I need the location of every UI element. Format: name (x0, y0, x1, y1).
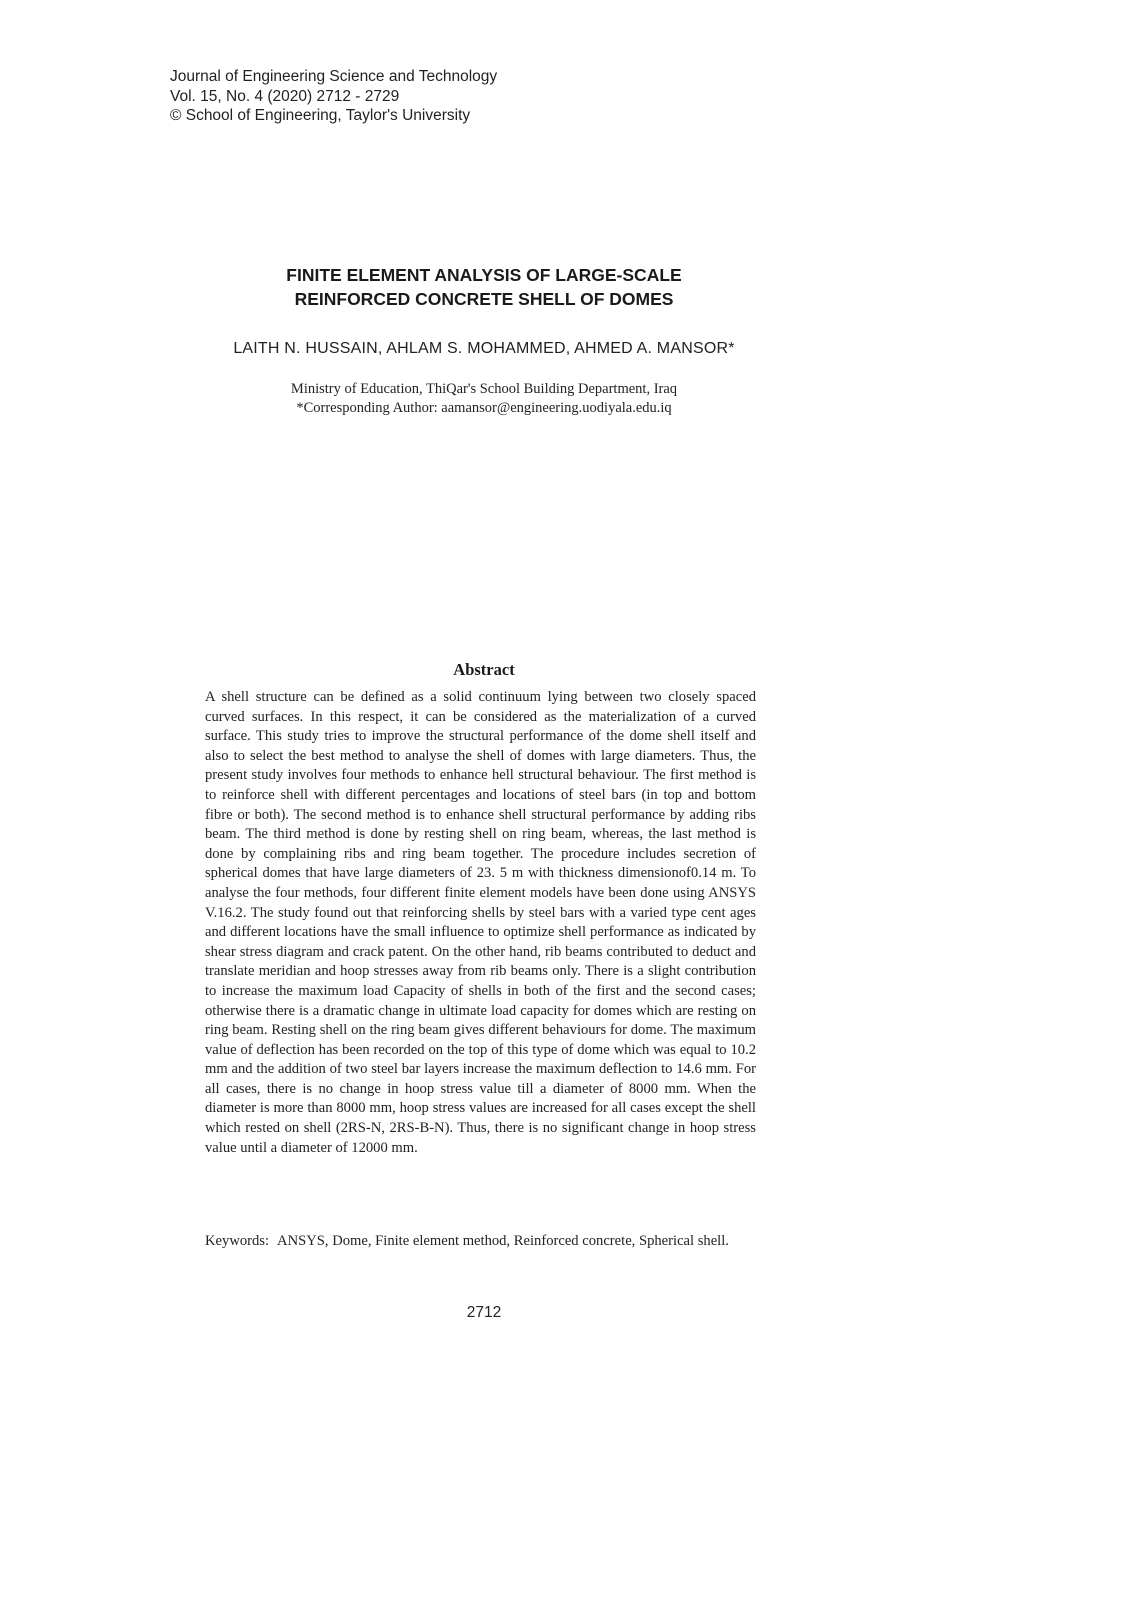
journal-copyright: © School of Engineering, Taylor's University (170, 107, 471, 124)
journal-name: Journal of Engineering Science and Technology (170, 68, 498, 85)
keywords-text: ANSYS, Dome, Finite element method, Reinforced concrete, Spherical shell. (277, 1233, 729, 1249)
page-number: 2712 (466, 1304, 502, 1321)
journal-header (170, 67, 497, 126)
keywords (205, 1232, 756, 1252)
paper-title-line-2: REINFORCED CONCRETE SHELL OF DOMES (294, 289, 674, 309)
paper-authors: LAITH N. HUSSAIN, AHLAM S. MOHAMMED, AHMED A. MANSOR* (233, 340, 735, 357)
keywords-label: Keywords: (205, 1233, 270, 1249)
journal-volume: Vol. 15, No. 4 (2020) 2712 - 2729 (170, 87, 400, 105)
paper-title-line-1: FINITE ELEMENT ANALYSIS OF LARGE-SCALE (286, 265, 682, 285)
paper-title (0, 263, 968, 311)
abstract-text: A shell structure can be defined as a solid continuum lying between two closely spaced curved surfaces. In this respect, it can be considered as the materialization of a curved surface. This study tries to improve the structural performance of the dome shell itself and also to select the best method to analyse the shell of domes with large diameters. Thus, the present study involves four methods to enhance hell structural behaviour. The first method is to reinforce shell with different percentages and locations of steel bars (in top and bottom fibre or both). The second method is to enhance shell structural performance by adding ribs beam. The third method is done by resting shell on ring beam, whereas, the last method is done by complaining ribs and ring beam together. The procedure includes secretion of spherical domes that have large diameters of 23. 5 m with thickness dimensionof0.14 m. To analyse the four methods, four different finite element models have been done using ANSYS V.16.2. The study found out that reinforcing shells by steel bars with a varied type cent ages and different locations have the small influence to optimize shell performance as indicated by shear stress diagram and crack patent. On the other hand, rib beams contributed to deduct and translate meridian and hoop stresses away from rib beams only. There is a slight contribution to increase the maximum load Capacity of shells in both of the first and the second cases; otherwise there is a dramatic change in ultimate load capacity for domes which are resting on ring beam. Resting shell on the ring beam gives different behaviours for dome. The maximum value of deflection has been recorded on the top of this type of dome which was equal to 10.2 mm and the addition of two steel bar layers increase the maximum deflection to 14.6 mm. For all cases, there is no change in hoop stress value till a diameter of 8000 mm. When the diameter is more than 8000 mm, hoop stress values are increased for all cases except the shell which rested on shell (2RS-N, 2RS-B-N). Thus, there is no significant change in hoop stress value until a diameter of 12000 mm. (205, 689, 756, 1156)
abstract-heading: Abstract (453, 660, 515, 679)
corresponding-author: *Corresponding Author: aamansor@engineering.uodiyala.edu.iq (296, 400, 672, 416)
affiliation-block (0, 380, 968, 418)
affiliation: Ministry of Education, ThiQar's School Building Department, Iraq (290, 381, 678, 397)
